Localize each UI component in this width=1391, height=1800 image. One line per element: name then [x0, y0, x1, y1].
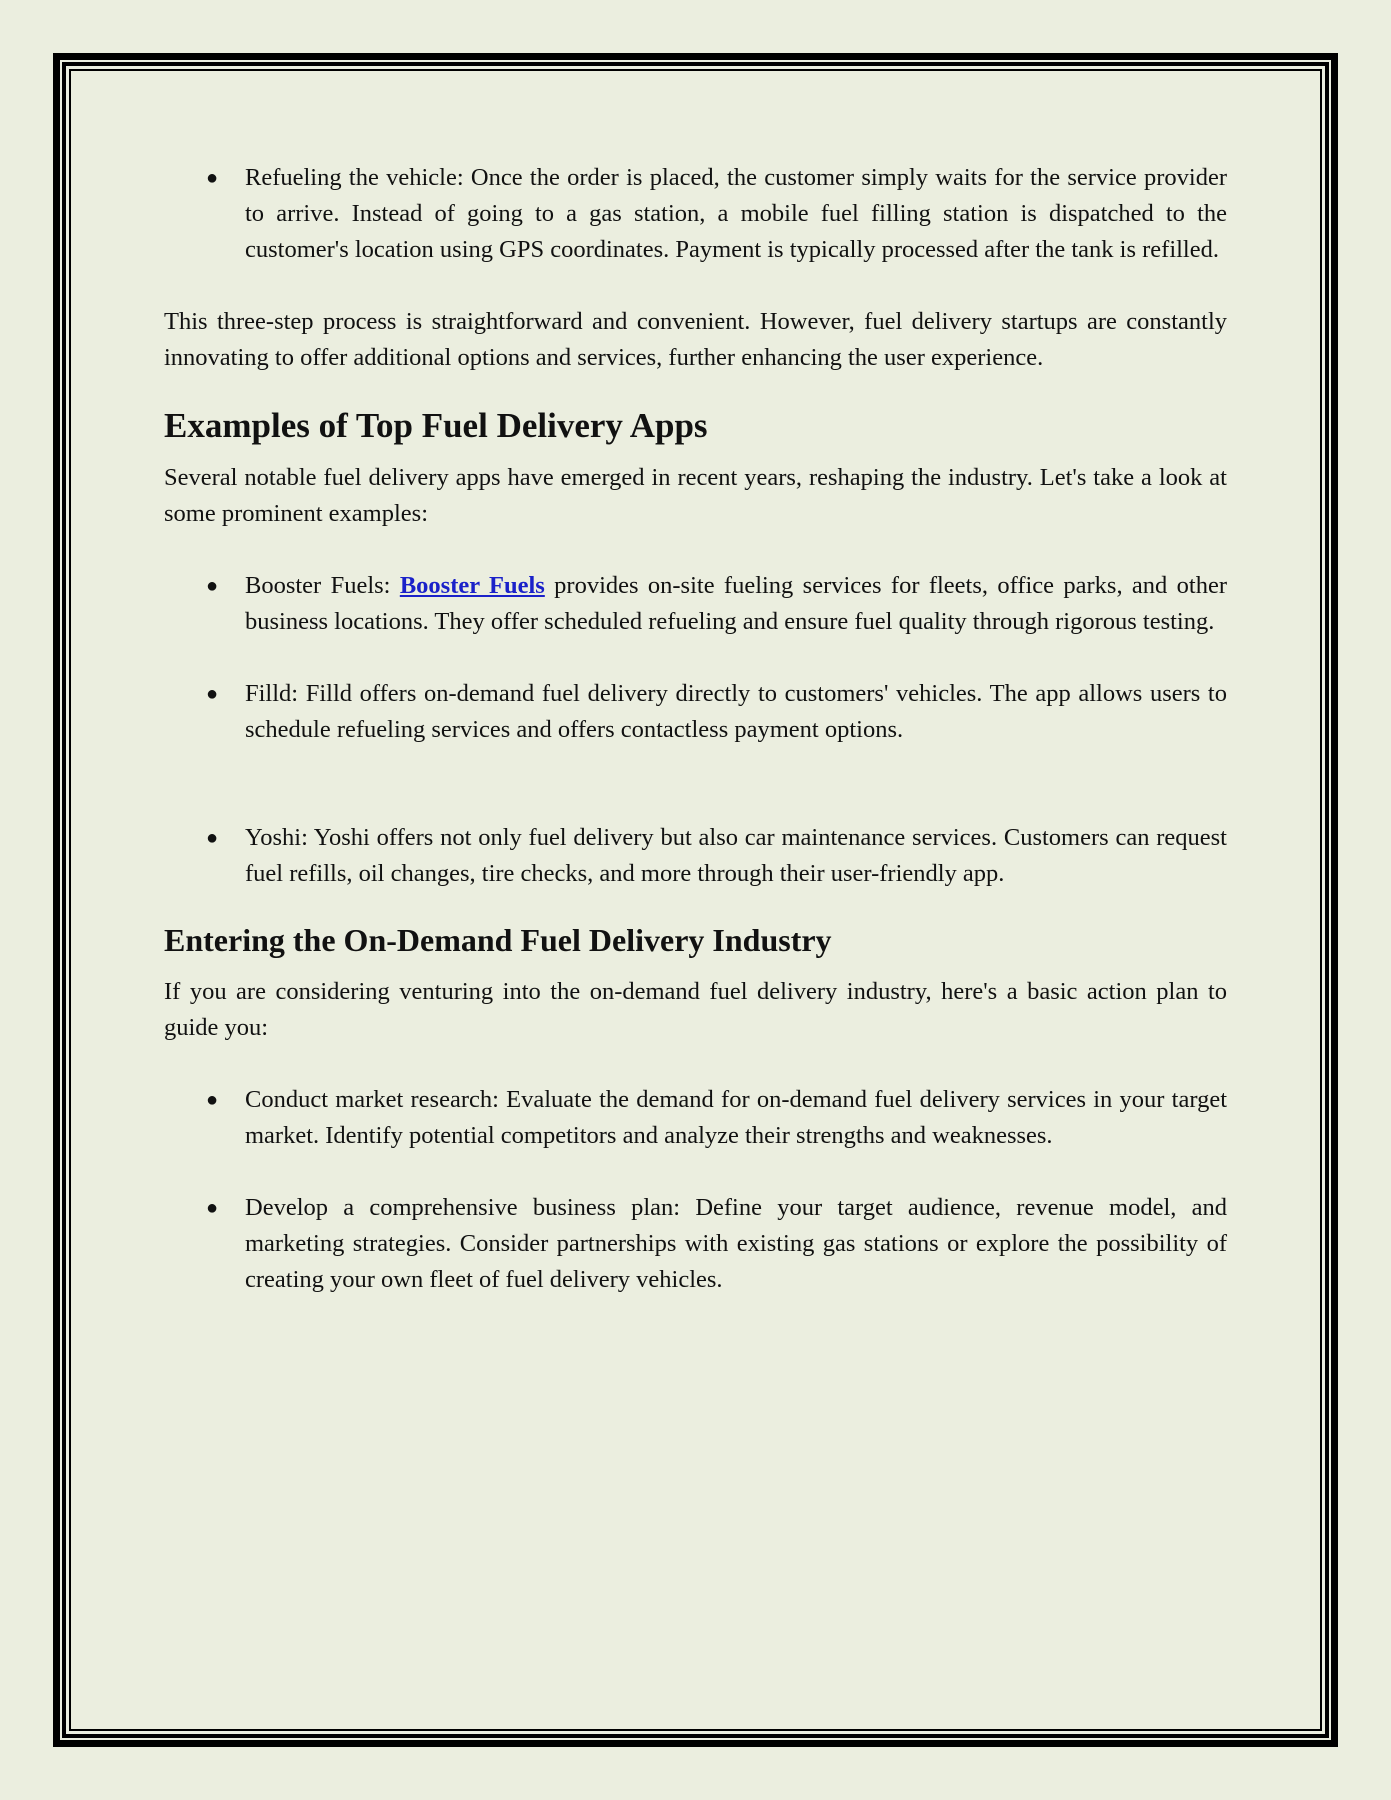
booster-suffix: provides on-site fueling services for fleets, office parks, and other business locations. They offer scheduled refueling and ensure fuel quality through rigorous testing. — [245, 572, 1227, 635]
process-paragraph: This three-step process is straightforward and convenient. However, fuel delivery startups are constantly innovating to offer additional options and services, further enhancing the user experience. — [164, 308, 1227, 371]
bullet-icon: ● — [206, 1089, 219, 1111]
list-item — [164, 1082, 1227, 1154]
entering-intro-paragraph: If you are considering venturing into the on-demand fuel delivery industry, here's a basic action plan to guide you: — [164, 978, 1227, 1041]
bullet-text: Yoshi: Yoshi offers not only fuel delivery but also car maintenance services. Customers can request fuel refills, oil changes, tire checks, and more through their user-friendly app. — [245, 824, 1227, 887]
list-item-filld — [164, 676, 1227, 748]
bullet-icon: ● — [206, 683, 219, 705]
booster-prefix: Booster Fuels: — [245, 572, 400, 599]
bullet-text: Develop a comprehensive business plan: Define your target audience, revenue model, and marketing strategies. Consider partnerships with existing gas stations or explore the possibility of creating your own fleet of fuel delivery vehicles. — [245, 1194, 1227, 1293]
document-content — [164, 160, 1227, 1298]
booster-fuels-link[interactable]: Booster Fuels — [399, 572, 545, 599]
list-item-yoshi — [164, 820, 1227, 892]
action-plan-bullet-list — [164, 1082, 1227, 1298]
examples-intro-paragraph: Several notable fuel delivery apps have emerged in recent years, reshaping the industry. Let's take a look at some prominent examples: — [164, 464, 1227, 527]
bullet-icon: ● — [206, 1197, 219, 1219]
list-item — [164, 160, 1227, 268]
examples-bullet-list — [164, 568, 1227, 892]
refueling-bullet-list — [164, 160, 1227, 268]
list-item — [164, 1190, 1227, 1298]
bullet-icon: ● — [206, 167, 219, 189]
bullet-icon: ● — [206, 827, 219, 849]
bullet-icon: ● — [206, 575, 219, 597]
examples-heading: Examples of Top Fuel Delivery Apps — [164, 406, 708, 445]
bullet-text: Conduct market research: Evaluate the demand for on-demand fuel delivery services in your target market. Identify potential competitors and analyze their strengths and weaknesses. — [245, 1086, 1227, 1149]
list-item-booster-fuels — [164, 568, 1227, 640]
entering-industry-heading: Entering the On-Demand Fuel Delivery Industry — [164, 922, 832, 958]
bullet-text: Refueling the vehicle: Once the order is placed, the customer simply waits for the service provider to arrive. Instead of going to a gas station, a mobile fuel filling station is dispatched to the customer's location using GPS coordinates. Payment is typically processed after the tank is refilled. — [245, 164, 1227, 263]
bullet-text: Filld: Filld offers on-demand fuel delivery directly to customers' vehicles. The app allows users to schedule refueling services and offers contactless payment options. — [245, 680, 1227, 743]
